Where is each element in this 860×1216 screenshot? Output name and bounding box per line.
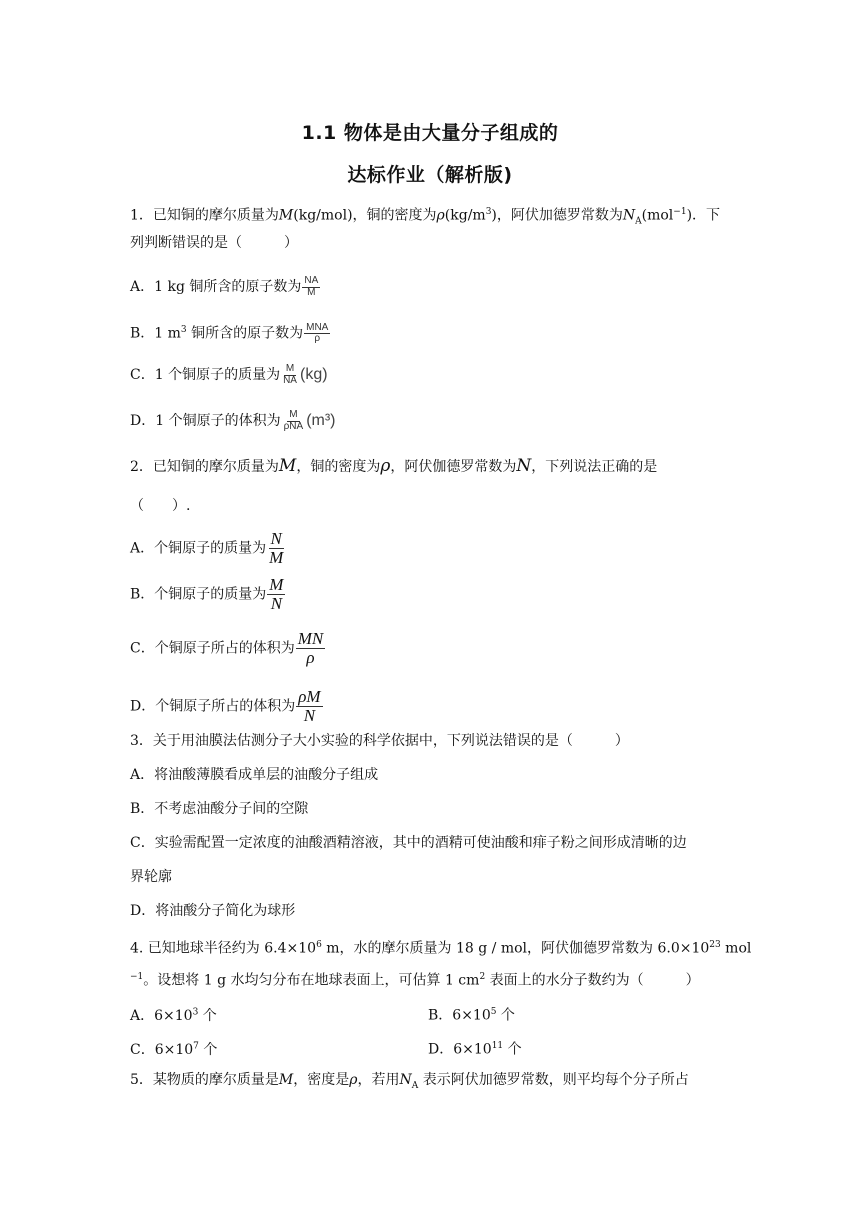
q3-stem: 3．关于用油膜法估测分子大小实验的科学依据中，下列说法错误的是（ ）: [130, 733, 629, 749]
q2-option-c: C．个铜原子所占的体积为 $\frac{MN}{\rho}$: [130, 629, 324, 667]
q3-option-c-line2: 界轮廓: [130, 869, 172, 885]
page-title: 1.1 物体是由大量分子组成的: [301, 122, 559, 144]
q2-option-b: B．个铜原子的质量为 $\frac{M}{N}$: [130, 575, 284, 613]
q4-options-row2: [130, 1036, 730, 1060]
q3-option-a: A．将油酸薄膜看成单层的油酸分子组成: [130, 767, 379, 783]
q2-option-d: D．个铜原子所占的体积为 $\frac{\rho M}{N}$: [130, 687, 321, 725]
q1-stem-line1: 1．已知铜的摩尔质量为M(kg/mol)，铜的密度为$\rho(kg/m^3)$，阿伏加德罗常数为$N_A(mol^{-1})$．下: [130, 207, 721, 227]
q2-stem-line1: 2．已知铜的摩尔质量为M，铜的密度为ρ，阿伏伽德罗常数为N，下列说法正确的是: [130, 456, 658, 476]
q5-stem: 5．某物质的摩尔质量是M，密度是ρ，若用$N_A$ 表示阿伏加德罗常数，则平均每个分子所占: [130, 1072, 689, 1091]
page-subtitle: 达标作业（解析版): [347, 164, 513, 186]
fraction: $\frac{M}{\text{ρNA}}$: [283, 409, 304, 432]
q3-option-d: D．将油酸分子简化为球形: [130, 903, 296, 919]
q4-option-a: A．$6\times 10^3$ 个: [130, 1007, 217, 1024]
q4-option-d: D．$6\times 10^{11}$ 个: [428, 1041, 522, 1058]
fraction: $\frac{M}{N}$: [269, 575, 284, 613]
q1-option-a: A．1 kg 铜所含的原子数为 $\frac{NA}{M}$: [130, 275, 319, 298]
q3-option-b: B．不考虑油酸分子间的空隙: [130, 801, 309, 817]
fraction: $\frac{N}{M}$: [269, 529, 284, 567]
q2-stem-line2: （ ）.: [130, 498, 191, 514]
q4-option-c: C．$6\times 10^7$ 个: [130, 1041, 218, 1058]
q1-option-c: C．1 个铜原子的质量为 $\frac{M}{NA}$ (kg): [130, 363, 328, 386]
fraction: $\frac{MN}{\rho}$: [297, 629, 324, 667]
q1-option-b: B．1 $m^3$ 铜所含的原子数为 $\frac{\text{MNA}}{\rho}$: [130, 321, 329, 345]
q3-option-c-line1: C．实验需配置一定浓度的油酸酒精溶液，其中的酒精可使油酸和痱子粉之间形成清晰的边: [130, 835, 687, 851]
q1-stem-line2: 列判断错误的是（ ）: [130, 235, 298, 251]
fraction: $\frac{\text{MNA}}{\rho}$: [306, 321, 329, 345]
q1-option-d: D．1 个铜原子的体积为 $\frac{M}{\text{ρNA}}$ (m³): [130, 409, 336, 432]
q4-stem-line1: 4. 已知地球半径约为 $6.4\times 10^6$ m，水的摩尔质量为 18 g / mol，阿伏伽德罗常数为 $6.0\times 10^{23}$ mol: [130, 940, 752, 957]
q4-options-row1: [130, 1002, 730, 1026]
fraction: $\frac{NA}{M}$: [304, 275, 319, 298]
q2-option-a: A．个铜原子的质量为 $\frac{N}{M}$: [130, 529, 284, 567]
fraction: $\frac{\rho M}{N}$: [298, 687, 321, 725]
q4-stem-line2: $^{-1}$。设想将 1 g 水均匀分布在地球表面上，可估算 1 $cm^2$ 表面上的水分子数约为（ ）: [130, 972, 700, 989]
fraction: $\frac{M}{NA}$: [283, 363, 297, 386]
q4-option-b: B．$6\times 10^5$ 个: [428, 1007, 515, 1024]
